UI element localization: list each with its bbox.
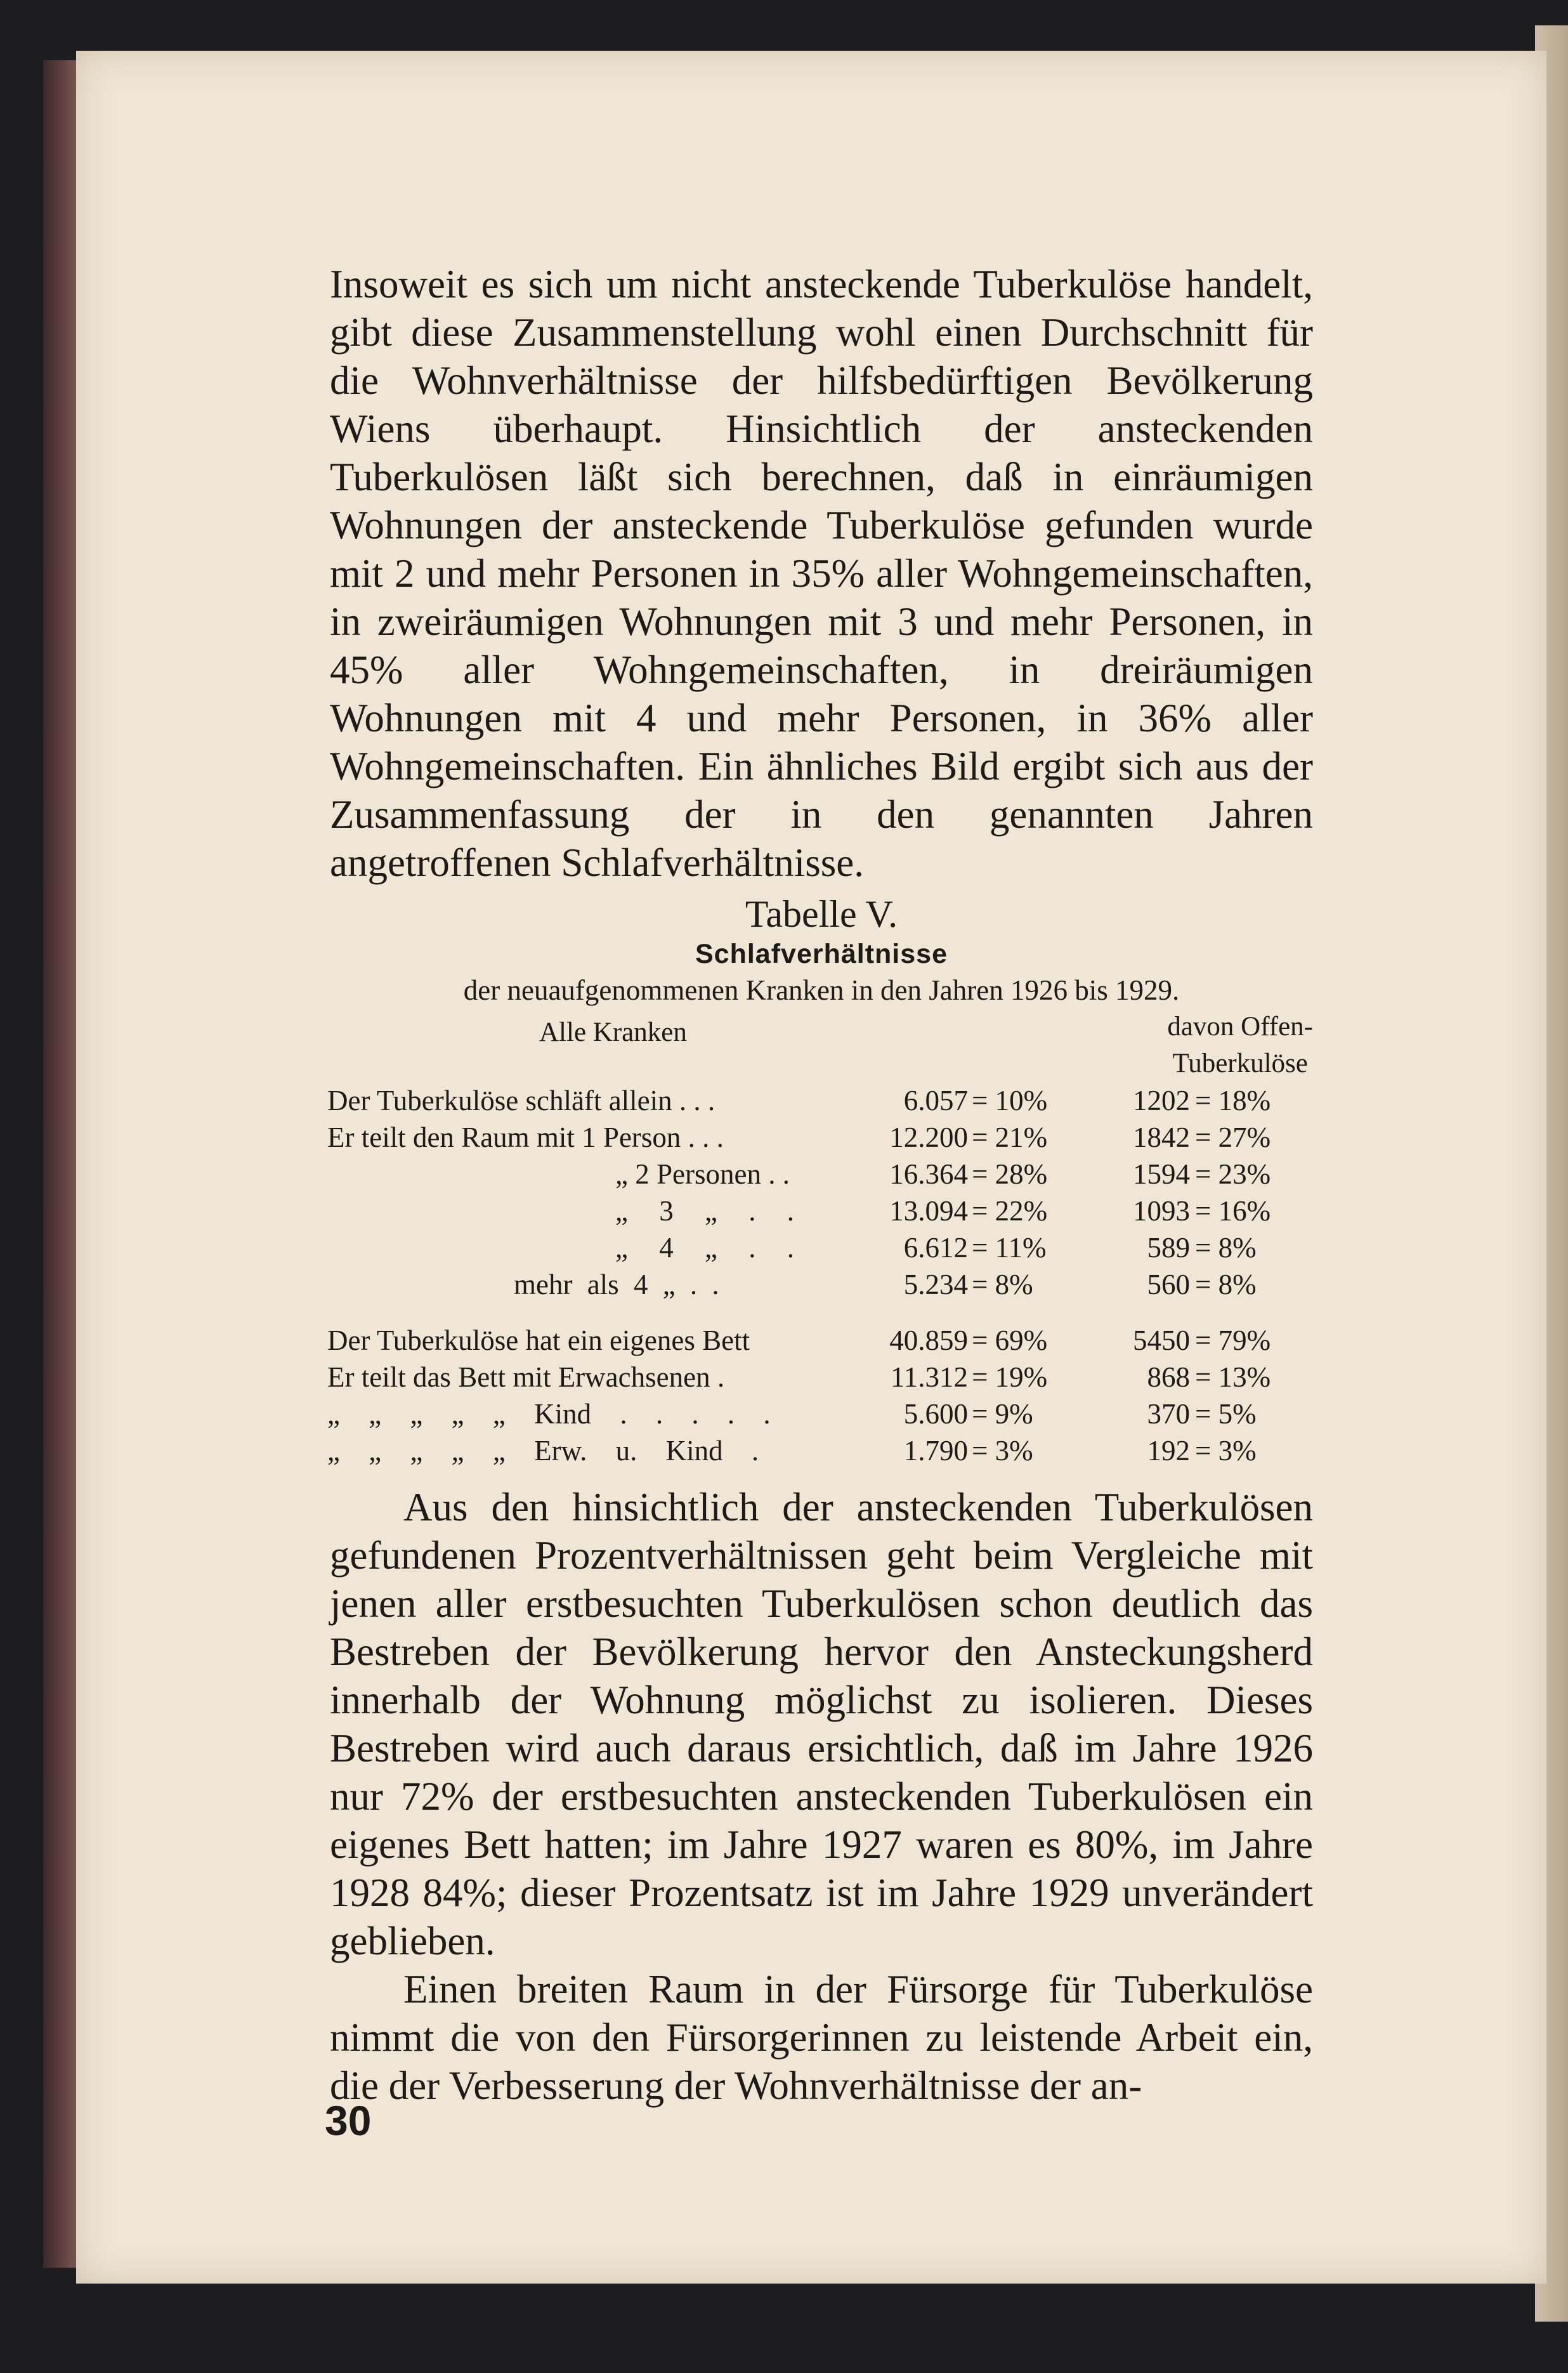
row-all-percent: = 10% [972, 1085, 1048, 1116]
header-open-line-1: davon Offen- [1167, 1012, 1313, 1042]
row-label: „ 2 Personen . . [615, 1158, 790, 1190]
row-all-percent: = 3% [972, 1435, 1033, 1467]
row-open-count: 868 [1147, 1361, 1190, 1393]
row-all-count: 12.200 [889, 1121, 968, 1153]
table-subtitle: Schlafverhältnisse [695, 939, 948, 969]
table-row [327, 1396, 1313, 1432]
row-open-count: 1202 [1133, 1085, 1190, 1116]
row-open-count: 1594 [1133, 1158, 1190, 1190]
paragraph-3: Einen breiten Raum in der Fürsorge für Tuberkulöse nimmt die von den Fürsorgerinnen zu leistende Arbeit ein, die der Verbesserung der Wohnverhältnisse der an- [330, 1967, 1313, 2108]
row-open-percent: = 18% [1195, 1085, 1271, 1116]
row-open-percent: = 27% [1195, 1121, 1271, 1153]
row-label: Er teilt das Bett mit Erwachsenen . [327, 1361, 725, 1393]
row-all-percent: = 21% [972, 1121, 1048, 1153]
paragraph-1: Insoweit es sich um nicht ansteckende Tuberkulöse handelt, gibt diese Zusammenstellung wohl einen Durchschnitt für die Wohnverhältnisse der hilfsbedürftigen Bevölkerung Wiens überhaupt. Hinsichtlich der ansteckenden Tuberkulösen läßt sich berechnen, daß in einräumigen Wohnungen der ansteckende Tuberkulöse gefunden wurde mit 2 und mehr Personen in 35% aller Wohngemeinschaften, in zweiräumigen Wohnungen mit 3 und mehr Personen, in 45% aller Wohngemeinschaften, in dreiräumigen Wohnungen mit 4 und mehr Personen, in 36% aller Wohngemeinschaften. Ein ähnliches Bild ergibt sich aus der Zusammenfassung der in den genannten Jahren angetroffenen Schlafverhältnisse. [330, 262, 1313, 885]
row-open-percent: = 8% [1195, 1232, 1257, 1264]
row-label: „ „ „ „ „ Erw. u. Kind . [327, 1435, 759, 1467]
row-open-percent: = 3% [1195, 1435, 1257, 1467]
table-row-gap [330, 1303, 1313, 1322]
row-all-count: 5.600 [903, 1398, 968, 1430]
header-open-tuberculosis [1167, 1009, 1313, 1082]
row-all-percent: = 11% [972, 1232, 1047, 1264]
row-label: „ „ „ „ „ Kind . . . . . [327, 1398, 771, 1430]
row-open-count: 5450 [1133, 1324, 1190, 1356]
table-row [327, 1359, 1313, 1396]
row-all-count: 16.364 [889, 1158, 968, 1190]
row-all-percent: = 22% [972, 1195, 1048, 1227]
page-number: 30 [325, 2097, 372, 2144]
row-all-count: 1.790 [903, 1435, 968, 1467]
row-all-count: 11.312 [890, 1361, 968, 1393]
row-open-count: 1093 [1133, 1195, 1190, 1227]
row-all-percent: = 19% [972, 1361, 1048, 1393]
table-title: Tabelle V. [745, 893, 898, 935]
table-row [327, 1432, 1313, 1469]
row-label: Er teilt den Raum mit 1 Person . . . [327, 1121, 724, 1153]
row-label: „ 4 „ . . [615, 1232, 794, 1264]
row-label: Der Tuberkulöse hat ein eigenes Bett [327, 1324, 750, 1356]
table-row [330, 1193, 1313, 1229]
table-body [327, 1082, 1313, 1469]
row-all-percent: = 8% [972, 1269, 1033, 1300]
table-v [327, 892, 1313, 1469]
header-open-line-2: Tuberkulöse [1172, 1049, 1308, 1078]
row-open-count: 589 [1147, 1232, 1190, 1264]
row-all-percent: = 69% [972, 1324, 1048, 1356]
table-row [327, 1119, 1313, 1156]
row-all-count: 6.057 [903, 1085, 968, 1116]
table-row [330, 1229, 1313, 1266]
table-caption: der neuaufgenommenen Kranken in den Jahren 1926 bis 1929. [463, 974, 1180, 1006]
row-open-percent: = 13% [1195, 1361, 1271, 1393]
table-header [330, 1009, 1313, 1082]
row-label: „ 3 „ . . [615, 1195, 794, 1227]
row-open-percent: = 23% [1195, 1158, 1271, 1190]
row-open-count: 370 [1147, 1398, 1190, 1430]
row-label: Der Tuberkulöse schläft allein . . . [327, 1085, 715, 1116]
row-all-count: 40.859 [889, 1324, 968, 1356]
row-open-count: 560 [1147, 1269, 1190, 1300]
row-open-count: 192 [1147, 1435, 1190, 1467]
row-label: mehr als 4 „ . . [514, 1269, 719, 1300]
row-open-percent: = 8% [1195, 1269, 1257, 1300]
row-all-percent: = 9% [972, 1398, 1033, 1430]
table-row [327, 1322, 1313, 1359]
row-all-count: 6.612 [903, 1232, 968, 1264]
paragraph-2: Aus den hinsichtlich der ansteckenden Tuberkulösen gefundenen Prozentverhältnissen geht beim Vergleiche mit jenen aller erstbesuchten Tuberkulösen schon deutlich das Bestreben der Bevölkerung hervor den Ansteckungsherd innerhalb der Wohnung möglichst zu isolieren. Dieses Bestreben wird auch daraus ersichtlich, daß im Jahre 1926 nur 72% der erstbesuchten ansteckenden Tuberkulösen ein eigenes Bett hatten; im Jahre 1927 waren es 80%, im Jahre 1928 84%; dieser Prozentsatz ist im Jahre 1929 unverändert geblieben. [330, 1485, 1313, 1963]
header-all-patients: Alle Kranken [539, 1017, 687, 1047]
row-all-percent: = 28% [972, 1158, 1048, 1190]
row-open-percent: = 79% [1195, 1324, 1271, 1356]
row-open-percent: = 5% [1195, 1398, 1257, 1430]
row-all-count: 5.234 [903, 1269, 968, 1300]
page-text [327, 260, 1313, 2110]
table-row [330, 1156, 1313, 1193]
row-open-count: 1842 [1133, 1121, 1190, 1153]
table-row [330, 1266, 1313, 1303]
book-spine-edge [43, 60, 81, 2268]
table-row [327, 1082, 1313, 1119]
row-all-count: 13.094 [889, 1195, 968, 1227]
row-open-percent: = 16% [1195, 1195, 1271, 1227]
